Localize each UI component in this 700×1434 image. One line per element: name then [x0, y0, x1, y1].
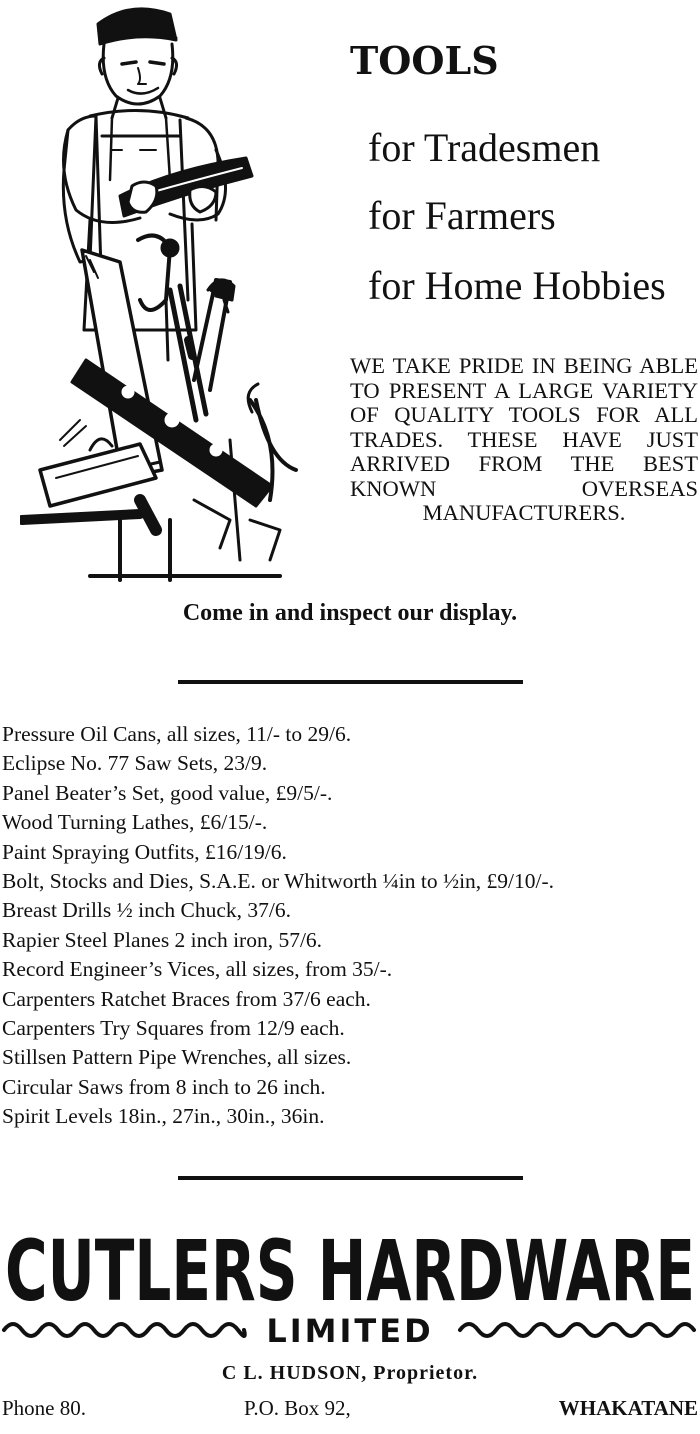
town-name: WHAKATANE — [558, 1396, 698, 1420]
product-list — [2, 720, 554, 1132]
list-item: Carpenters Ratchet Braces from 37/6 each. — [2, 986, 371, 1011]
company-name — [0, 1230, 700, 1310]
for-line-home-hobbies: for Home Hobbies — [368, 263, 666, 308]
for-line-farmers: for Farmers — [368, 193, 556, 238]
list-item: Circular Saws from 8 inch to 26 inch. — [2, 1074, 326, 1099]
for-line-tradesmen: for Tradesmen — [368, 125, 601, 170]
divider-rule — [178, 1176, 523, 1180]
wave-ornament-left — [4, 1324, 245, 1336]
list-item: Bolt, Stocks and Dies, S.A.E. or Whitworth ¼in to ½in, £9/10/-. — [2, 869, 555, 894]
phone-number: Phone 80. — [2, 1396, 86, 1420]
wave-ornament-right — [460, 1324, 694, 1336]
heading-tools: TOOLS — [350, 38, 499, 83]
list-item: Carpenters Try Squares from 12/9 each. — [2, 1016, 345, 1041]
company-suffix: LIMITED — [266, 1312, 434, 1350]
divider-rule — [178, 680, 523, 684]
call-to-action: Come in and inspect our display. — [182, 600, 518, 626]
tradesman-with-tools-icon — [20, 0, 330, 590]
list-item: Pressure Oil Cans, all sizes, 11/- to 29/6. — [2, 722, 352, 746]
list-item: Breast Drills ½ inch Chuck, 37/6. — [2, 898, 292, 923]
list-item: Spirit Levels 18in., 27in., 30in., 36in. — [2, 1104, 325, 1129]
po-box: P.O. Box 92, — [244, 1396, 351, 1420]
list-item: Panel Beater’s Set, good value, £9/5/-. — [2, 780, 333, 805]
proprietor-line: C L. HUDSON, Proprietor. — [221, 1362, 479, 1384]
list-item: Rapier Steel Planes 2 inch iron, 57/6. — [2, 927, 323, 952]
list-item: Wood Turning Lathes, £6/15/-. — [2, 810, 268, 835]
list-item: Stillsen Pattern Pipe Wrenches, all sizes. — [2, 1045, 352, 1070]
intro-paragraph: WE TAKE PRIDE IN BEING ABLE TO PRESENT A LARGE VARIETY OF QUALITY TOOLS FOR ALL TRADES. THESE HAVE JUST ARRIVED FROM THE BEST KNOWN OVERSEAS MANUFACTURERS. — [350, 353, 698, 525]
list-item: Eclipse No. 77 Saw Sets, 23/9. — [2, 751, 268, 776]
limited-row — [0, 1308, 700, 1352]
list-item: Record Engineer’s Vices, all sizes, from 35/-. — [2, 957, 393, 982]
list-item: Paint Spraying Outfits, £16/19/6. — [2, 839, 287, 864]
company-name-text: CUTLERS HARDWARE — [5, 1230, 695, 1310]
